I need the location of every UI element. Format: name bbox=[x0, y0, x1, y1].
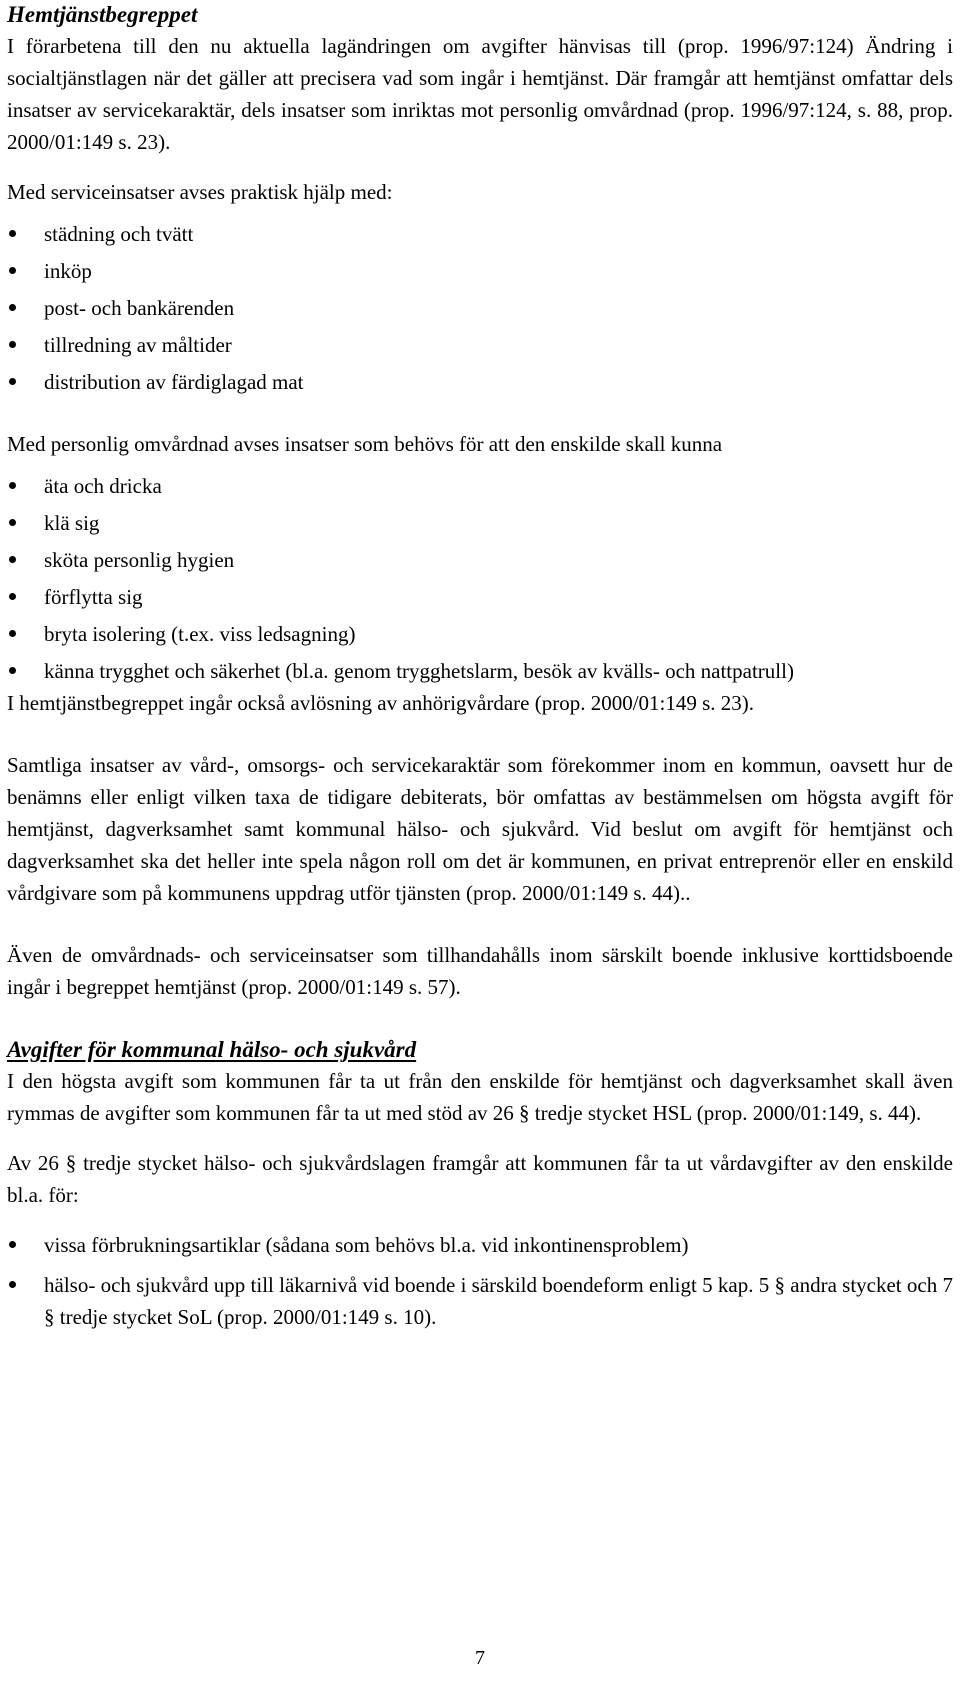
list-item: bryta isolering (t.ex. viss ledsagning) bbox=[7, 618, 953, 650]
paragraph-care-lead: Med personlig omvårdnad avses insatser som behövs för att den enskilde skall kunna bbox=[7, 432, 723, 456]
list-item: post- och bankärenden bbox=[7, 292, 953, 324]
page-number: 7 bbox=[475, 1647, 485, 1669]
list-item: tillredning av måltider bbox=[7, 329, 953, 361]
paragraph-intro: I förarbetena till den nu aktuella lagändringen om avgifter hänvisas till (prop. 1996/97:124) Ändring i socialtjänstlagen när det gäller att precisera vad som ingår i hemtjänst. Där framgår att hemtjänst omfattar dels insatser av servicekaraktär, dels insatser som inriktas mot personlig omvårdnad (prop. 1996/97:124, s. 88, prop. 2000/01:149 s. 23). bbox=[7, 34, 953, 154]
list-item: distribution av färdiglagad mat bbox=[7, 366, 953, 398]
paragraph-samtliga: Samtliga insatser av vård-, omsorgs- och servicekaraktär som förekommer inom en kommun, oavsett hur de benämns eller enligt vilken taxa de tidigare debiterats, bör omfattas av bestämmelsen om högsta avgift för hemtjänst, dagverksamhet samt kommunal hälso- och sjukvård. Vid beslut om avgift för hemtjänst och dagverksamhet ska det heller inte spela någon roll om det är kommunen, en privat entreprenör eller en enskild vårdgivare som på kommunens uppdrag utför tjänsten (prop. 2000/01:149 s. 44).. bbox=[7, 753, 953, 905]
list-item: sköta personlig hygien bbox=[7, 544, 953, 576]
section-heading-hemtjanst: Hemtjänstbegreppet bbox=[7, 2, 198, 27]
paragraph-service-lead: Med serviceinsatser avses praktisk hjälp med: bbox=[7, 180, 393, 204]
paragraph-avgifter-1: I den högsta avgift som kommunen får ta ut från den enskilde för hemtjänst och dagverksamhet skall även rymmas de avgifter som kommunen får ta ut med stöd av 26 § tredje stycket HSL (prop. 2000/01:149, s. 44). bbox=[7, 1069, 953, 1125]
avgifter-list bbox=[7, 1229, 953, 1333]
section-heading-avgifter: Avgifter för kommunal hälso- och sjukvård bbox=[7, 1037, 417, 1062]
care-list bbox=[7, 470, 953, 687]
list-item: förflytta sig bbox=[7, 581, 953, 613]
service-list bbox=[7, 218, 953, 398]
paragraph-aven: Även de omvårdnads- och serviceinsatser som tillhandahålls inom särskilt boende inklusive korttidsboende ingår i begreppet hemtjänst (prop. 2000/01:149 s. 57). bbox=[7, 943, 953, 999]
list-item: äta och dricka bbox=[7, 470, 953, 502]
list-item: vissa förbrukningsartiklar (sådana som behövs bl.a. vid inkontinensproblem) bbox=[7, 1229, 953, 1261]
list-item: klä sig bbox=[7, 507, 953, 539]
document-page bbox=[7, 0, 953, 1692]
list-item: känna trygghet och säkerhet (bl.a. genom trygghetslarm, besök av kvälls- och nattpatrull) bbox=[7, 655, 953, 687]
list-item: städning och tvätt bbox=[7, 218, 953, 250]
list-item: hälso- och sjukvård upp till läkarnivå vid boende i särskild boendeform enligt 5 kap. 5 § andra stycket och 7 § tredje stycket SoL (prop. 2000/01:149 s. 10). bbox=[7, 1269, 953, 1333]
paragraph-avlosning: I hemtjänstbegreppet ingår också avlösning av anhörigvårdare (prop. 2000/01:149 s. 23). bbox=[7, 691, 755, 715]
paragraph-avgifter-2: Av 26 § tredje stycket hälso- och sjukvårdslagen framgår att kommunen får ta ut vårdavgifter av den enskilde bl.a. för: bbox=[7, 1151, 953, 1207]
list-item: inköp bbox=[7, 255, 953, 287]
